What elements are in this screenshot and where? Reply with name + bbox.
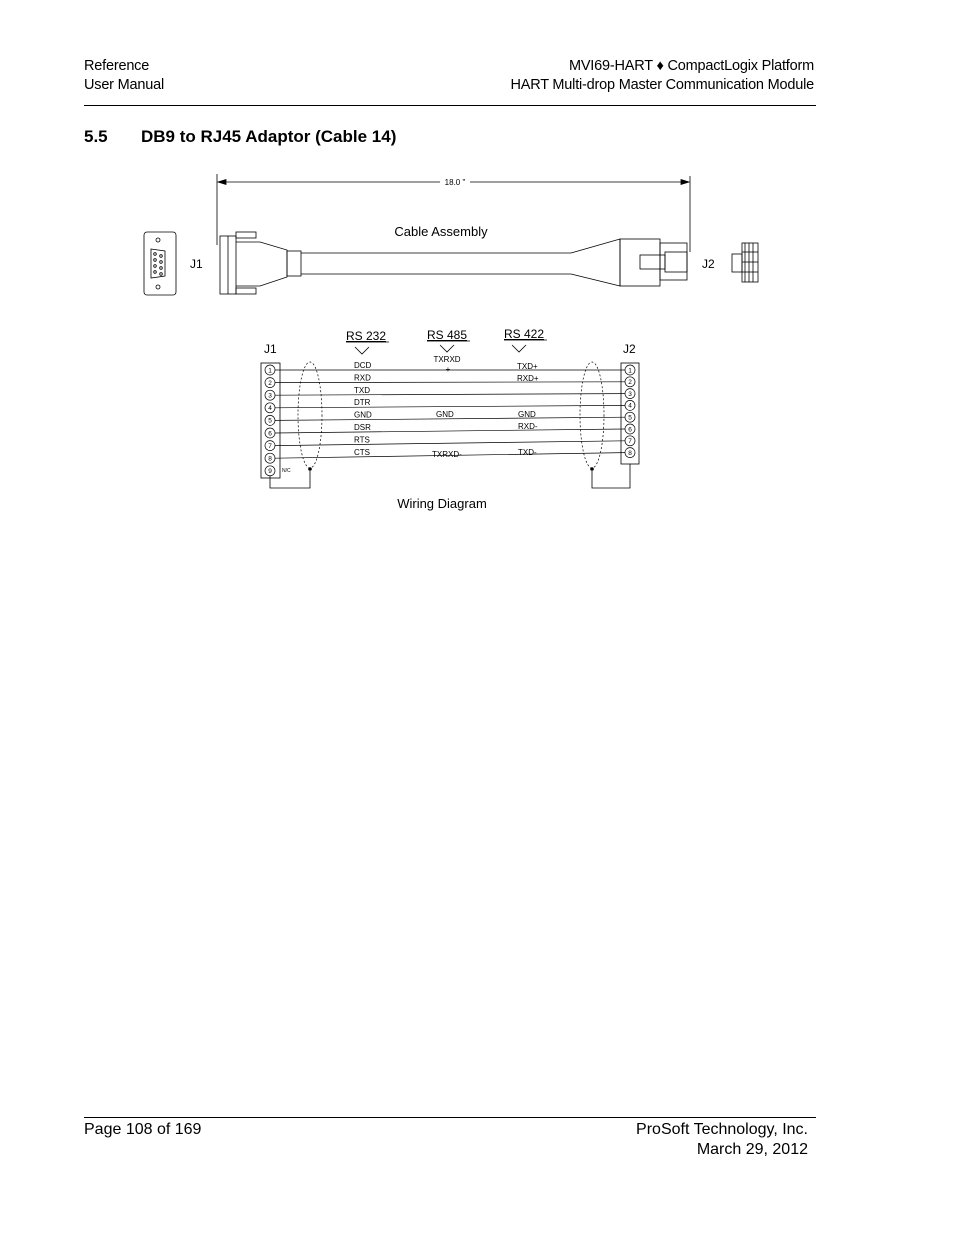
section-number: 5.5 [84, 127, 108, 146]
header-reference: Reference [84, 58, 150, 74]
j2-pin-number: 4 [628, 402, 632, 410]
wire [275, 405, 625, 407]
footer-date: March 29, 2012 [696, 1141, 808, 1158]
wire [275, 394, 625, 396]
rs232-label: RS 232 [346, 329, 387, 343]
j1-pin-number: 3 [268, 392, 272, 400]
rs232-signal: TXD [354, 385, 370, 395]
rs232-signal: RTS [354, 435, 370, 445]
j1-pin-number: 4 [268, 405, 272, 413]
footer-right [636, 1120, 808, 1160]
length-label: 18.0 " [444, 178, 466, 187]
rs232-signal: CTS [354, 447, 370, 457]
rs232-signal: DSR [354, 423, 371, 432]
wire [275, 382, 625, 383]
wiring-j2-label: J2 [623, 342, 636, 356]
cable-j1-label: J1 [190, 257, 203, 271]
j1-pin-number: 8 [268, 455, 272, 463]
cable-assembly-labels [190, 178, 715, 271]
header-module: HART Multi-drop Master Communication Module [510, 77, 814, 93]
rs485-gnd: GND [436, 410, 454, 419]
rs485-chevron-icon [440, 345, 454, 352]
j2-shield [580, 362, 604, 468]
rs485-label: RS 485 [427, 328, 468, 342]
rs485-plus-sign: + [445, 365, 451, 374]
footer-page-number: Page 108 of 169 [84, 1121, 202, 1138]
cable-assembly-caption: Cable Assembly [394, 224, 488, 239]
rs422-gnd: GND [518, 410, 536, 419]
wiring-j1-label: J1 [264, 342, 277, 356]
wiring-diagram-caption: Wiring Diagram [397, 496, 487, 511]
header-product: MVI69-HART ♦ CompactLogix Platform [568, 58, 814, 74]
nc-label: N/C [282, 468, 291, 474]
j1-pin-number: 7 [268, 442, 272, 450]
rs232-signal: RXD [354, 373, 371, 383]
rs422-rxd-minus: RXD- [518, 422, 538, 431]
rs422-txd-minus: TXD- [518, 448, 537, 457]
j2-pin-number: 7 [628, 438, 632, 446]
wire [275, 441, 625, 446]
rs232-signals [354, 361, 372, 457]
j2-pin-number: 8 [628, 449, 632, 457]
j2-pin-number: 6 [628, 426, 632, 434]
j2-pins [625, 365, 635, 458]
cable-j2-label: J2 [702, 257, 715, 271]
j1-pin-number: 9 [268, 468, 272, 476]
header-user-manual: User Manual [84, 77, 164, 93]
rs422-txd-plus: TXD+ [517, 362, 538, 371]
j1-pin-number: 5 [268, 417, 272, 425]
rs232-chevron-icon [355, 347, 369, 354]
rs422-rxd-plus: RXD+ [517, 374, 539, 383]
j2-pin-number: 2 [628, 379, 632, 387]
j1-shield [298, 362, 322, 468]
footer-company: ProSoft Technology, Inc. [636, 1121, 808, 1138]
rs232-signal: DTR [354, 398, 371, 408]
j2-pin-number: 3 [628, 390, 632, 398]
j2-pin-number: 1 [628, 367, 632, 375]
j1-pins [265, 365, 275, 476]
rs485-txrxd-plus: TXRXD [433, 355, 461, 364]
j2-pin-number: 5 [628, 414, 632, 422]
rs232-signal: GND [354, 410, 372, 420]
j1-pin-number: 1 [268, 367, 272, 375]
rs485-txrxd-minus: TXRXD- [432, 450, 462, 459]
wire [275, 429, 625, 433]
j1-pin-number: 2 [268, 379, 272, 387]
rs232-signal: DCD [354, 361, 372, 370]
wiring-diagram [261, 327, 639, 511]
footer-rule [84, 1117, 816, 1118]
rs422-label: RS 422 [504, 327, 545, 341]
j1-pin-number: 6 [268, 430, 272, 438]
section-title: DB9 to RJ45 Adaptor (Cable 14) [141, 127, 397, 146]
rs422-chevron-icon [512, 345, 526, 352]
